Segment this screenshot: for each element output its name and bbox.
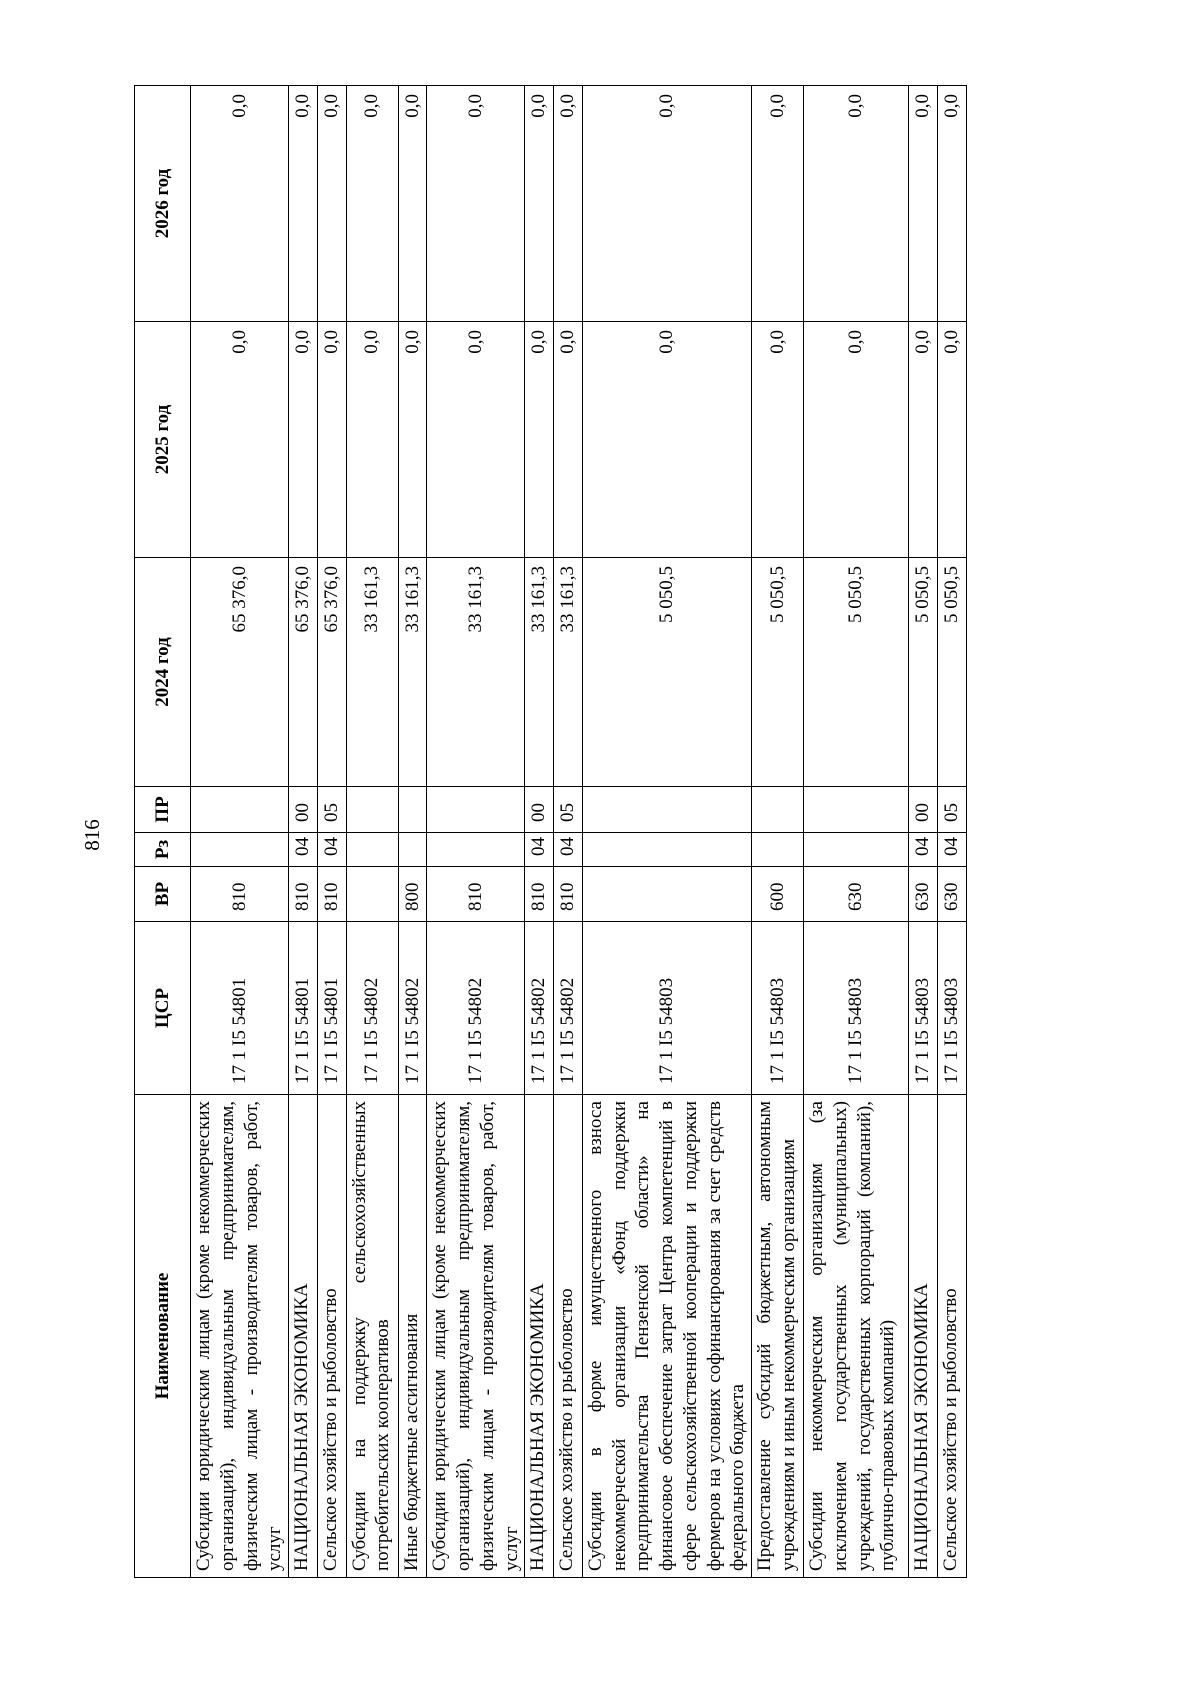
row-vr: 810 [554,867,583,922]
header-row [135,86,191,1578]
row-2024: 5 050,5 [937,558,966,787]
row-2025: 0,0 [752,322,804,558]
row-2026: 0,0 [752,86,804,322]
row-csr: 17 1 I5 54802 [346,922,398,1095]
header-name: Наименование [135,1095,191,1578]
row-2024: 33 161,3 [554,558,583,787]
budget-table [134,85,967,1578]
row-name: НАЦИОНАЛЬНАЯ ЭКОНОМИКА [289,1095,318,1578]
row-2024: 33 161,3 [427,558,525,787]
row-2025: 0,0 [554,322,583,558]
table-row [525,86,554,1578]
row-csr: 17 1 I5 54801 [191,922,289,1095]
row-2025: 0,0 [398,322,427,558]
header-vr: ВР [135,867,191,922]
table-row [427,86,525,1578]
row-vr: 630 [909,867,938,922]
row-pr: 00 [909,787,938,833]
row-rz: 04 [909,833,938,867]
row-2024: 65 376,0 [289,558,318,787]
row-pr [346,787,398,833]
table-row [317,86,346,1578]
row-name: Субсидии юридическим лицам (кроме некоммерческих организаций), индивидуальным предпринимателям, физическим лицам - производителям товаров, работ, услуг [191,1095,289,1578]
header-rz: Рз [135,833,191,867]
row-vr [346,867,398,922]
row-rz: 04 [317,833,346,867]
row-csr: 17 1 I5 54803 [937,922,966,1095]
table-row [804,86,909,1578]
header-pr: ПР [135,787,191,833]
row-pr: 05 [554,787,583,833]
row-rz [191,833,289,867]
row-rz [752,833,804,867]
row-2026: 0,0 [525,86,554,322]
header-2026: 2026 год [135,86,191,322]
row-pr: 05 [937,787,966,833]
row-2026: 0,0 [427,86,525,322]
row-name: Субсидии юридическим лицам (кроме некоммерческих организаций), индивидуальным предпринимателям, физическим лицам - производителям товаров, работ, услуг [427,1095,525,1578]
row-pr: 00 [525,787,554,833]
row-vr: 810 [191,867,289,922]
row-csr: 17 1 I5 54803 [582,922,751,1095]
row-csr: 17 1 I5 54802 [398,922,427,1095]
row-2024: 5 050,5 [804,558,909,787]
row-rz: 04 [289,833,318,867]
row-pr [582,787,751,833]
row-csr: 17 1 I5 54803 [909,922,938,1095]
row-rz [582,833,751,867]
row-2025: 0,0 [346,322,398,558]
row-2026: 0,0 [398,86,427,322]
row-csr: 17 1 I5 54802 [427,922,525,1095]
row-name: Сельское хозяйство и рыболовство [317,1095,346,1578]
row-name: Субсидии некоммерческим организациям (за исключением государственных (муниципальных) учреждений, государственных корпораций (компаний), публично-правовых компаний) [804,1095,909,1578]
row-csr: 17 1 I5 54801 [317,922,346,1095]
header-csr: ЦСР [135,922,191,1095]
header-2024: 2024 год [135,558,191,787]
row-2024: 5 050,5 [752,558,804,787]
row-rz [427,833,525,867]
row-vr [582,867,751,922]
row-2024: 33 161,3 [398,558,427,787]
row-vr: 630 [804,867,909,922]
row-rz: 04 [525,833,554,867]
row-pr [752,787,804,833]
row-2024: 33 161,3 [346,558,398,787]
row-name: Субсидии в форме имущественного взноса некоммерческой организации «Фонд поддержки предпринимательства Пензенской области» на финансовое обеспечение затрат Центра компетенций в сфере сельскохозяйственной кооперации и поддержки фермеров на условиях софинансирования за счет средств федерального бюджета [582,1095,751,1578]
row-csr: 17 1 I5 54803 [752,922,804,1095]
row-rz [398,833,427,867]
row-name: Иные бюджетные ассигнования [398,1095,427,1578]
table-row [191,86,289,1578]
rotated-table-container [134,86,962,1578]
row-name: Субсидии на поддержку сельскохозяйственных потребительских кооперативов [346,1095,398,1578]
row-rz: 04 [937,833,966,867]
row-vr: 800 [398,867,427,922]
page-number: 816 [80,819,104,851]
row-2025: 0,0 [525,322,554,558]
row-2025: 0,0 [289,322,318,558]
row-2026: 0,0 [191,86,289,322]
table-row [289,86,318,1578]
row-vr: 810 [289,867,318,922]
table-row [346,86,398,1578]
row-2024: 5 050,5 [909,558,938,787]
row-2026: 0,0 [582,86,751,322]
row-2026: 0,0 [346,86,398,322]
row-csr: 17 1 I5 54802 [525,922,554,1095]
row-pr: 00 [289,787,318,833]
row-rz: 04 [554,833,583,867]
row-2025: 0,0 [804,322,909,558]
row-2026: 0,0 [317,86,346,322]
row-name: Предоставление субсидий бюджетным, автономным учреждениям и иным некоммерческим организациям [752,1095,804,1578]
row-2024: 65 376,0 [191,558,289,787]
row-rz [346,833,398,867]
row-2025: 0,0 [909,322,938,558]
table-row [554,86,583,1578]
row-2024: 5 050,5 [582,558,751,787]
row-2025: 0,0 [937,322,966,558]
row-vr: 630 [937,867,966,922]
row-csr: 17 1 I5 54803 [804,922,909,1095]
row-pr [804,787,909,833]
row-csr: 17 1 I5 54802 [554,922,583,1095]
row-vr: 810 [427,867,525,922]
row-pr: 05 [317,787,346,833]
row-2026: 0,0 [909,86,938,322]
row-name: Сельское хозяйство и рыболовство [554,1095,583,1578]
row-csr: 17 1 I5 54801 [289,922,318,1095]
row-vr: 810 [525,867,554,922]
row-2026: 0,0 [804,86,909,322]
row-2024: 33 161,3 [525,558,554,787]
row-2025: 0,0 [427,322,525,558]
header-2025: 2025 год [135,322,191,558]
row-2026: 0,0 [937,86,966,322]
row-2026: 0,0 [289,86,318,322]
row-vr: 810 [317,867,346,922]
table-row [582,86,751,1578]
row-2026: 0,0 [554,86,583,322]
row-2025: 0,0 [191,322,289,558]
table-row [909,86,938,1578]
table-row [937,86,966,1578]
row-pr [191,787,289,833]
table-row [752,86,804,1578]
row-2025: 0,0 [317,322,346,558]
row-pr [427,787,525,833]
table-row [398,86,427,1578]
row-name: НАЦИОНАЛЬНАЯ ЭКОНОМИКА [525,1095,554,1578]
row-2024: 65 376,0 [317,558,346,787]
row-name: НАЦИОНАЛЬНАЯ ЭКОНОМИКА [909,1095,938,1578]
row-pr [398,787,427,833]
row-vr: 600 [752,867,804,922]
row-rz [804,833,909,867]
row-name: Сельское хозяйство и рыболовство [937,1095,966,1578]
row-2025: 0,0 [582,322,751,558]
